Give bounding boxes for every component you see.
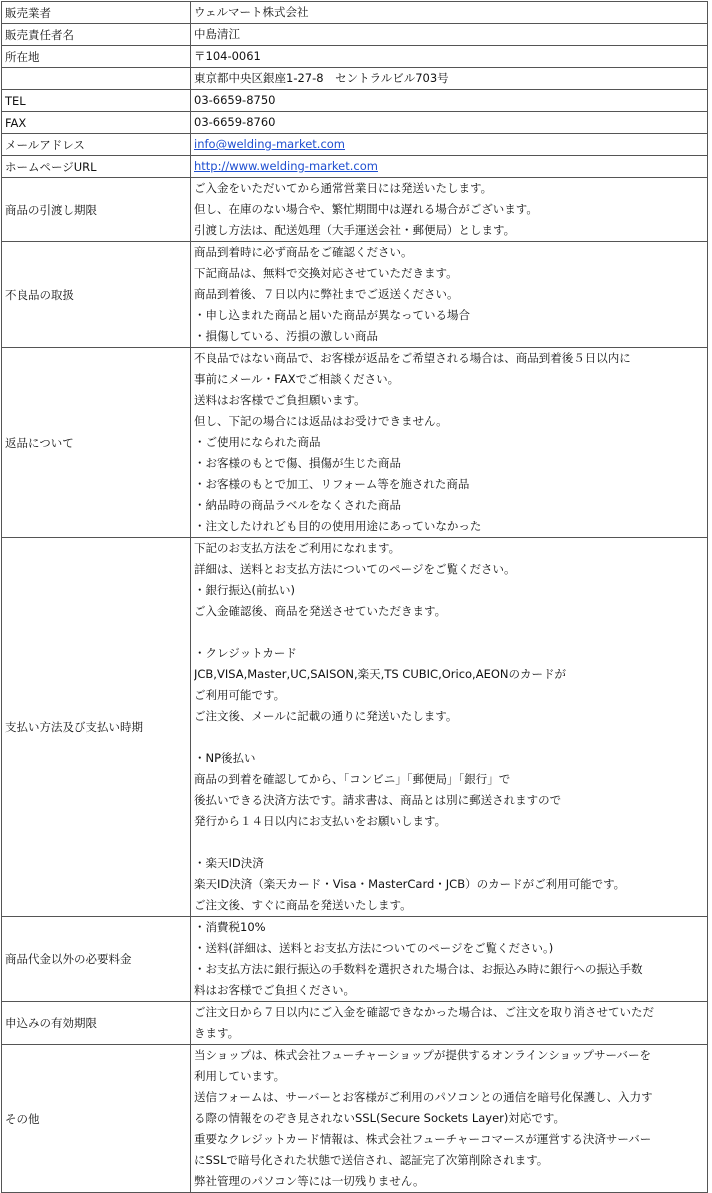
value-line: 下記商品は、無料で交換対応させていただきます。 (194, 266, 458, 280)
row-label: 不良品の取扱 (2, 242, 191, 348)
value-line: 当ショップは、株式会社フューチャーショップが提供するオンラインショップサーバーを (194, 1048, 651, 1062)
value-line: 重要なクレジットカード情報は、株式会社フューチャーコマースが運営する決済サーバー (194, 1132, 652, 1146)
row-value (191, 156, 708, 178)
value-line: ・注文したけれども目的の使用用途にあっていなかった (194, 519, 482, 533)
value-line: 商品の到着を確認してから、「コンビニ」「郵便局」「銀行」で (194, 772, 511, 786)
table-row (2, 348, 708, 538)
table-row (2, 917, 708, 1002)
row-label: FAX (2, 112, 191, 134)
value-line: 商品到着時に必ず商品をご確認ください。 (194, 245, 413, 259)
row-value (191, 917, 708, 1002)
row-label: 販売責任者名 (2, 24, 191, 46)
row-value (191, 68, 708, 90)
value-line: 但し、下記の場合には返品はお受けできません。 (194, 414, 448, 428)
table-row (2, 46, 708, 68)
value-line: 不良品ではない商品で、お客様が返品をご希望される場合は、商品到着後５日以内に (194, 351, 631, 365)
value-line: ・納品時の商品ラベルをなくされた商品 (194, 498, 401, 512)
row-label: 商品代金以外の必要料金 (2, 917, 191, 1002)
value-line: ・申し込まれた商品と届いた商品が異なっている場合 (194, 308, 470, 322)
row-label: 所在地 (2, 46, 191, 68)
value-line: ・ご使用になられた商品 (194, 435, 321, 449)
table-row (2, 1045, 708, 1193)
row-value (191, 112, 708, 134)
value-line: ご注文後、メールに記載の通りに発送いたします。 (194, 709, 458, 723)
table-row (2, 178, 708, 242)
hyperlink[interactable]: info@welding-market.com (194, 137, 346, 151)
value-line: ・お支払方法に銀行振込の手数料を選択された場合は、お振込み時に銀行への振込手数 (194, 962, 643, 976)
table-row (2, 2, 708, 24)
value-line: ・銀行振込(前払い) (194, 583, 295, 597)
value-line: ・お客様のもとで傷、損傷が生じた商品 (194, 456, 401, 470)
value-line: 事前にメール・FAXでご相談ください。 (194, 372, 400, 386)
row-value (191, 1002, 708, 1045)
value-line: る際の情報をのぞき見されないSSL(Secure Sockets Layer)対応です。 (194, 1111, 565, 1125)
value-line: 利用しています。 (194, 1069, 286, 1083)
table-row (2, 68, 708, 90)
table-row (2, 156, 708, 178)
value-line: ・送料(詳細は、送料とお支払方法についてのページをご覧ください。) (194, 941, 554, 955)
table-row (2, 134, 708, 156)
row-value (191, 178, 708, 242)
value-line: 但し、在庫のない場合や、繁忙期間中は遅れる場合がございます。 (194, 202, 538, 216)
row-label: 商品の引渡し期限 (2, 178, 191, 242)
value-line: ・お客様のもとで加工、リフォーム等を施された商品 (194, 477, 470, 491)
value-line (194, 727, 704, 748)
row-value (191, 134, 708, 156)
row-value (191, 242, 708, 348)
value-line: 送料はお客様でご負担願います。 (194, 393, 366, 407)
value-line: 中島清江 (194, 27, 240, 41)
value-line: 楽天ID決済（楽天カード・Visa・MasterCard・JCB）のカードがご利用可能です。 (194, 877, 626, 891)
value-line: 下記のお支払方法をご利用になれます。 (194, 541, 401, 555)
hyperlink[interactable]: http://www.welding-market.com (194, 159, 378, 173)
row-label: 返品について (2, 348, 191, 538)
value-line: ・損傷している、汚損の激しい商品 (194, 329, 378, 343)
value-line: 弊社管理のパソコン等には一切残りません。 (194, 1174, 425, 1188)
row-label: メールアドレス (2, 134, 191, 156)
row-label: 支払い方法及び支払い時期 (2, 538, 191, 917)
value-line: 詳細は、送料とお支払方法についてのページをご覧ください。 (194, 562, 516, 576)
value-line: にSSLで暗号化された状態で送信され、認証完了次第削除されます。 (194, 1153, 549, 1167)
value-line: ご注文後、すぐに商品を発送いたします。 (194, 898, 412, 912)
row-label: 申込みの有効期限 (2, 1002, 191, 1045)
table-row (2, 538, 708, 917)
row-value (191, 538, 708, 917)
row-label (2, 68, 191, 90)
value-line: 〒104-0061 (194, 49, 261, 63)
value-line: 後払いできる決済方法です。請求書は、商品とは別に郵送されますので (194, 793, 562, 807)
row-label: 販売業者 (2, 2, 191, 24)
row-value (191, 348, 708, 538)
value-line (194, 832, 704, 853)
value-line: ・クレジットカード (194, 646, 297, 660)
row-label: その他 (2, 1045, 191, 1193)
table-row (2, 1002, 708, 1045)
tokushoho-table (1, 1, 708, 1193)
value-line: 引渡し方法は、配送処理（大手運送会社・郵便局）とします。 (194, 223, 516, 237)
row-label: ホームページURL (2, 156, 191, 178)
row-value (191, 2, 708, 24)
value-line: 東京都中央区銀座1-27-8 セントラルビル703号 (194, 71, 449, 85)
row-value (191, 1045, 708, 1193)
value-line: 03-6659-8760 (194, 115, 276, 129)
value-line: ご注文日から７日以内にご入金を確認できなかった場合は、ご注文を取り消させていただ (194, 1005, 654, 1019)
value-line: 03-6659-8750 (194, 93, 276, 107)
value-line: ・消費税10% (194, 920, 266, 934)
table-row (2, 90, 708, 112)
table-row (2, 112, 708, 134)
value-line: ご利用可能です。 (194, 688, 286, 702)
value-line: JCB,VISA,Master,UC,SAISON,楽天,TS CUBIC,Orico,AEONのカードが (194, 667, 566, 681)
value-line: ・楽天ID決済 (194, 856, 264, 870)
value-line: きます。 (194, 1026, 240, 1040)
value-line: 商品到着後、７日以内に弊社までご返送ください。 (194, 287, 459, 301)
value-line: ご入金をいただいてから通常営業日には発送いたします。 (194, 181, 493, 195)
value-line: 料はお客様でご負担ください。 (194, 983, 355, 997)
value-line: 送信フォームは、サーバーとお客様がご利用のパソコンとの通信を暗号化保護し、入力す (194, 1090, 653, 1104)
value-line: ご入金確認後、商品を発送させていただきます。 (194, 604, 447, 618)
table-row (2, 242, 708, 348)
value-line: ・NP後払い (194, 751, 256, 765)
table-row (2, 24, 708, 46)
value-line: ウェルマート株式会社 (194, 5, 309, 19)
row-value (191, 24, 708, 46)
value-line: 発行から１４日以内にお支払いをお願いします。 (194, 814, 447, 828)
value-line (194, 622, 704, 643)
row-value (191, 46, 708, 68)
row-label: TEL (2, 90, 191, 112)
row-value (191, 90, 708, 112)
table-body (2, 2, 708, 1193)
